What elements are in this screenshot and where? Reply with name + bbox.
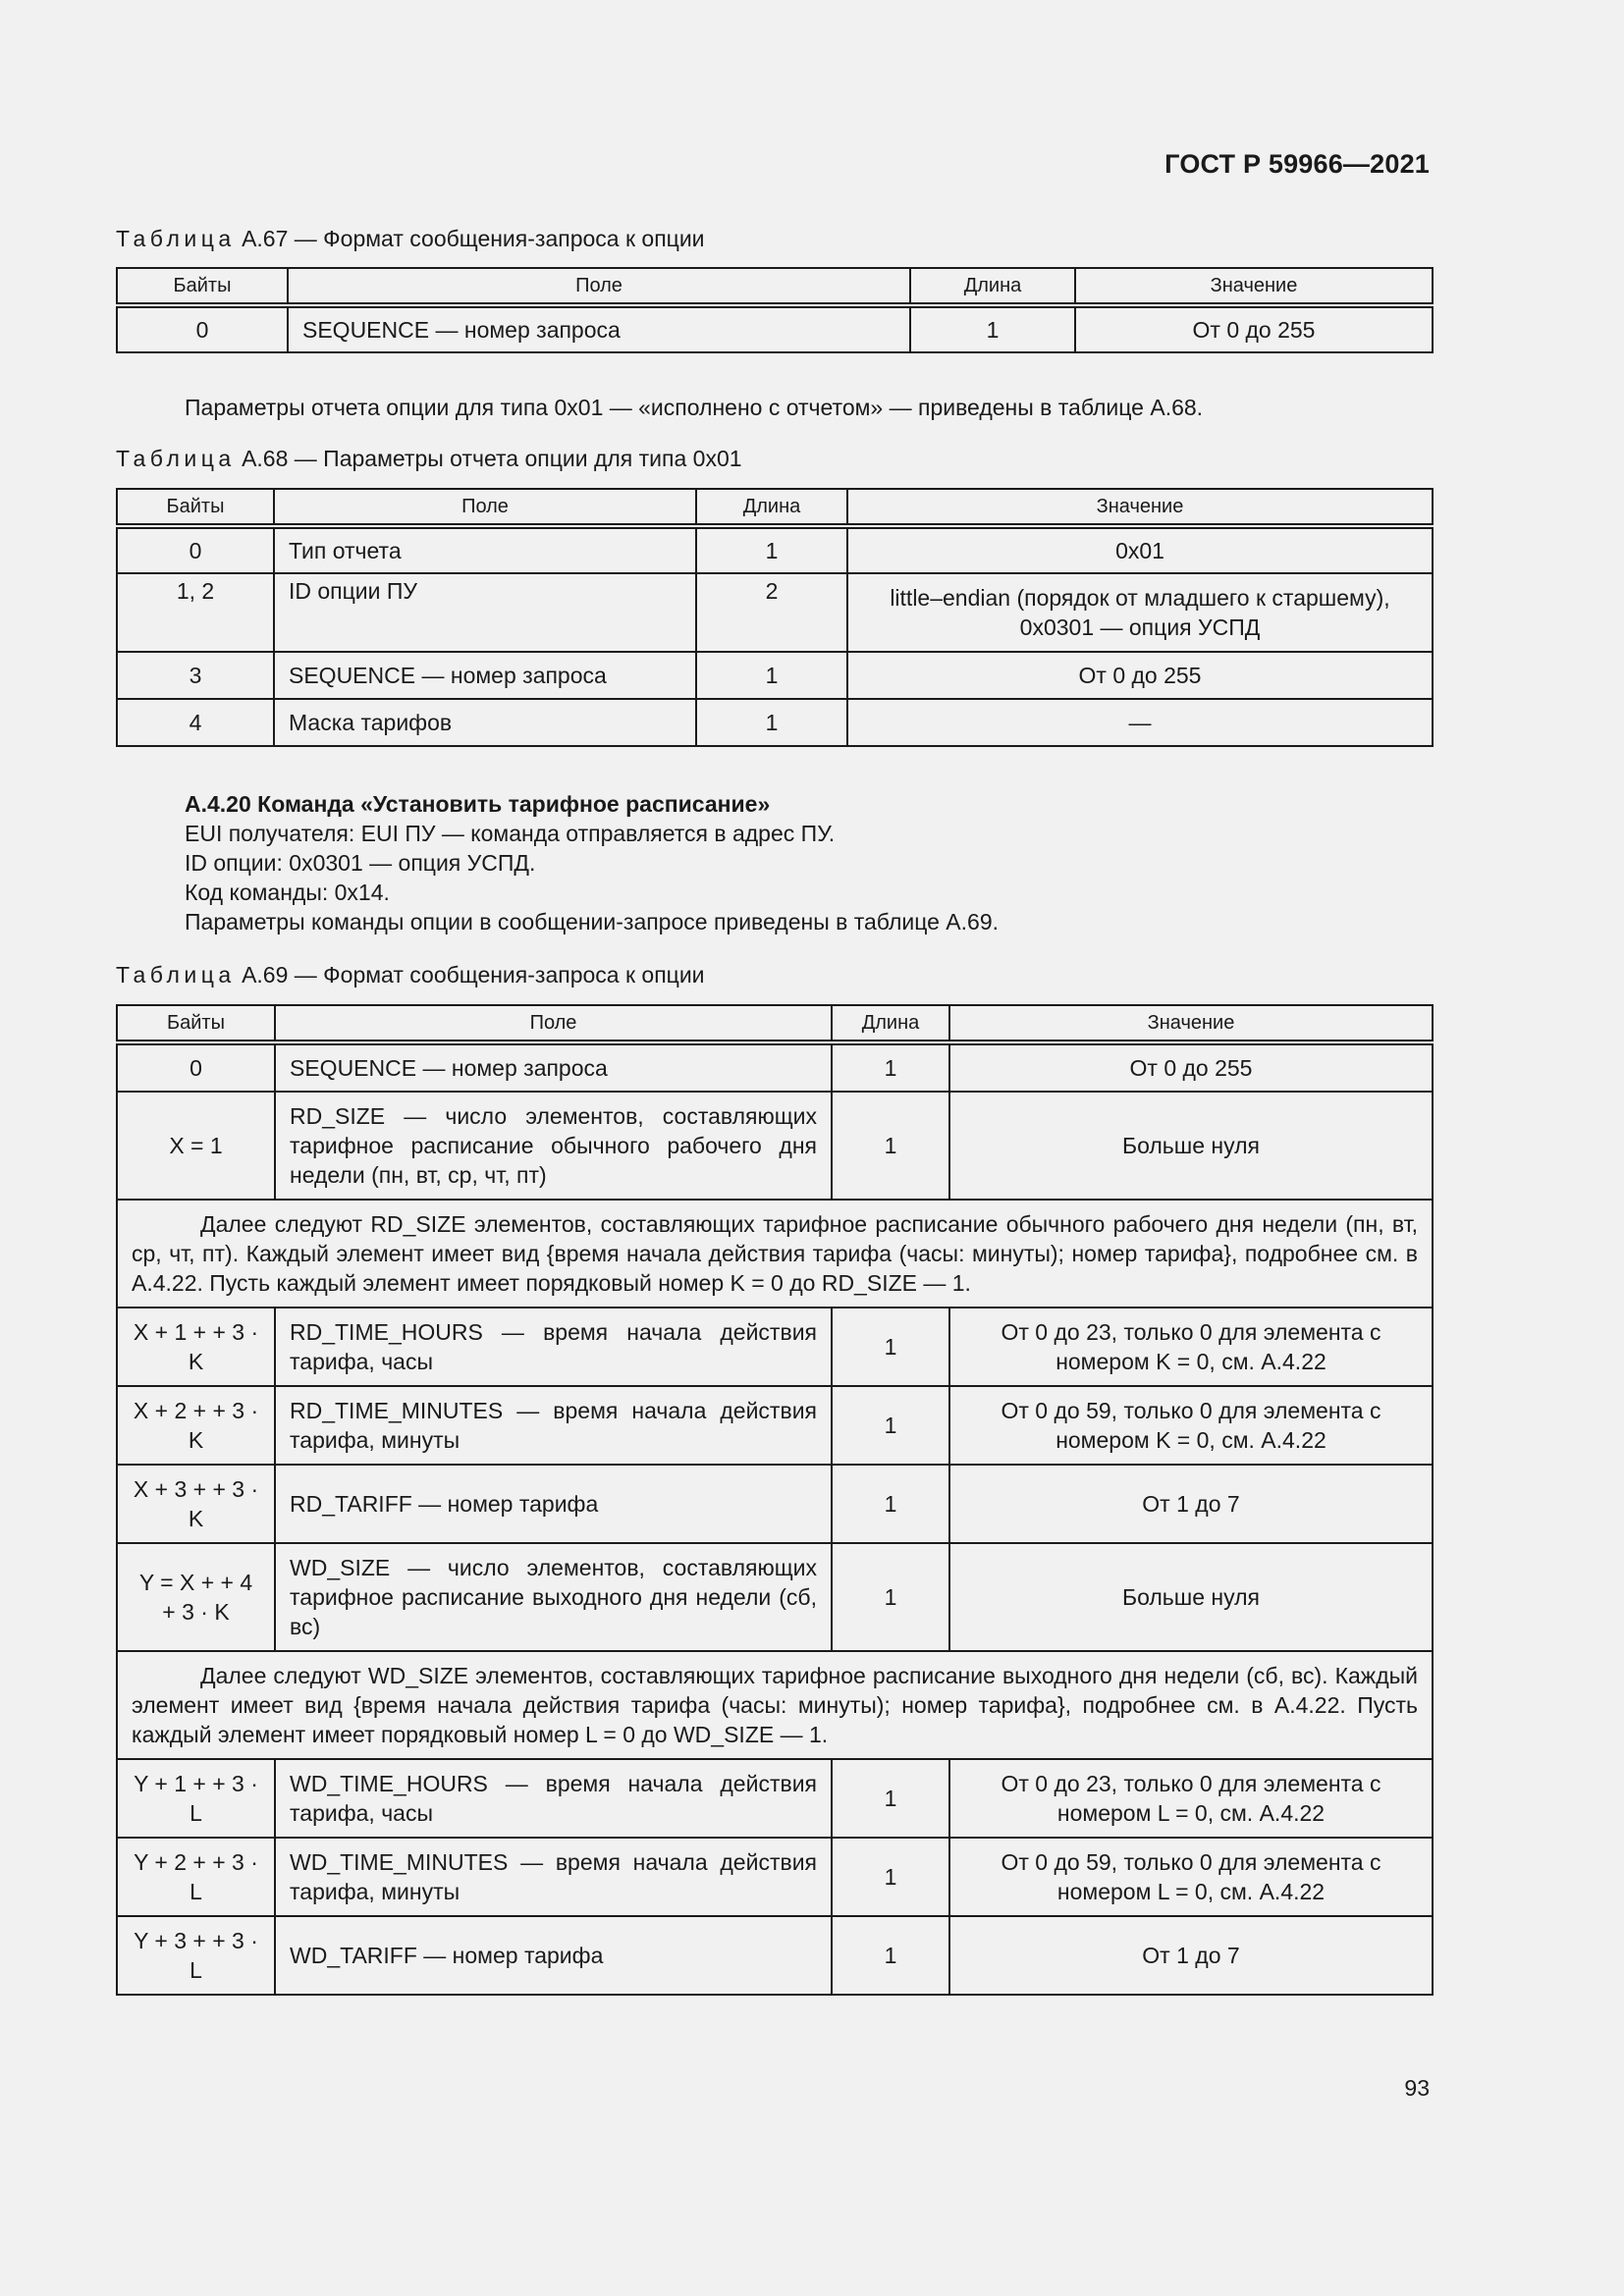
cell-bytes: 0 (117, 305, 288, 352)
col-header-value: Значение (949, 1005, 1433, 1042)
table-row (117, 1042, 1433, 1092)
table-a68-caption (116, 446, 742, 472)
col-header-field: Поле (275, 1005, 832, 1042)
cell-length: 2 (696, 573, 847, 652)
table-a69 (116, 1004, 1434, 1996)
cell-value: От 0 до 255 (847, 652, 1433, 699)
table-row (117, 1092, 1433, 1200)
table-row (117, 1308, 1433, 1386)
cell-value: little–endian (порядок от младшего к старшему), 0x0301 — опция УСПД (847, 573, 1433, 652)
cell-field: WD_TARIFF — номер тарифа (275, 1916, 832, 1995)
cell-length: 1 (910, 305, 1075, 352)
cell-length: 1 (832, 1916, 949, 1995)
table-a68 (116, 488, 1434, 747)
col-header-bytes: Байты (117, 1005, 275, 1042)
cell-bytes: 1, 2 (117, 573, 274, 652)
table-word: Таблица (116, 962, 236, 988)
col-header-field: Поле (288, 268, 910, 305)
cell-value: 0x01 (847, 526, 1433, 573)
table-row (117, 699, 1433, 746)
cell-bytes: 0 (117, 526, 274, 573)
table-row (117, 1386, 1433, 1465)
cell-field: SEQUENCE — номер запроса (275, 1042, 832, 1092)
cell-length: 1 (832, 1543, 949, 1651)
table-header-row (117, 1005, 1433, 1042)
cell-field: WD_TIME_HOURS — время начала действия тарифа, часы (275, 1759, 832, 1838)
cell-length: 1 (832, 1092, 949, 1200)
cell-field: ID опции ПУ (274, 573, 696, 652)
cell-bytes: Y + 3 + + 3 · L (117, 1916, 275, 1995)
cell-value: От 1 до 7 (949, 1916, 1433, 1995)
col-header-length: Длина (696, 489, 847, 526)
col-header-bytes: Байты (117, 268, 288, 305)
paragraph-ref-a68: Параметры отчета опции для типа 0x01 — «исполнено с отчетом» — приведены в таблице А.68. (185, 395, 1204, 420)
cell-value: От 0 до 59, только 0 для элемента с номером K = 0, см. А.4.22 (949, 1386, 1433, 1465)
cell-field: Маска тарифов (274, 699, 696, 746)
cell-bytes: X + 1 + + 3 · K (117, 1308, 275, 1386)
cell-bytes: 4 (117, 699, 274, 746)
page-number: 93 (1404, 2075, 1430, 2101)
note-wd-elements: Далее следуют WD_SIZE элементов, составляющих тарифное расписание выходного дня недели (сб, вс). Каждый элемент имеет вид {время начала действия тарифа (часы: минуты); номер тарифа}, подробнее см. в А.4.22. Пусть каждый элемент имеет порядковый номер L = 0 до WD_SIZE — 1. (117, 1651, 1433, 1759)
col-header-value: Значение (847, 489, 1433, 526)
cell-length: 1 (832, 1308, 949, 1386)
cell-length: 1 (696, 652, 847, 699)
cell-value: От 0 до 255 (949, 1042, 1433, 1092)
table-row (117, 1543, 1433, 1651)
table-caption-text: А.67 — Формат сообщения-запроса к опции (242, 226, 705, 251)
cell-bytes: X + 2 + + 3 · K (117, 1386, 275, 1465)
section-line-option-id: ID опции: 0x0301 — опция УСПД. (185, 850, 536, 876)
table-a69-caption (116, 962, 705, 988)
col-header-length: Длина (832, 1005, 949, 1042)
cell-field: RD_TARIFF — номер тарифа (275, 1465, 832, 1543)
cell-length: 1 (832, 1042, 949, 1092)
table-note-row (117, 1651, 1433, 1759)
table-row (117, 652, 1433, 699)
table-note-row (117, 1200, 1433, 1308)
cell-field: WD_TIME_MINUTES — время начала действия тарифа, минуты (275, 1838, 832, 1916)
section-line-ref-a69: Параметры команды опции в сообщении-запросе приведены в таблице А.69. (185, 909, 1000, 934)
cell-value: От 0 до 23, только 0 для элемента с номером L = 0, см. А.4.22 (949, 1759, 1433, 1838)
cell-value: — (847, 699, 1433, 746)
cell-value: Больше нуля (949, 1543, 1433, 1651)
table-header-row (117, 489, 1433, 526)
table-word: Таблица (116, 226, 236, 251)
cell-bytes: 0 (117, 1042, 275, 1092)
table-row (117, 305, 1433, 352)
cell-value: От 0 до 59, только 0 для элемента с номером L = 0, см. А.4.22 (949, 1838, 1433, 1916)
col-header-value: Значение (1075, 268, 1433, 305)
cell-bytes: Y = X + + 4 + 3 · K (117, 1543, 275, 1651)
table-caption-text: А.68 — Параметры отчета опции для типа 0x01 (242, 446, 742, 471)
col-header-bytes: Байты (117, 489, 274, 526)
table-row (117, 526, 1433, 573)
cell-length: 1 (696, 526, 847, 573)
table-word: Таблица (116, 446, 236, 471)
col-header-length: Длина (910, 268, 1075, 305)
note-rd-elements: Далее следуют RD_SIZE элементов, составляющих тарифное расписание обычного рабочего дня недели (пн, вт, ср, чт, пт). Каждый элемент имеет вид {время начала действия тарифа (часы: минуты); номер тарифа}, подробнее см. в А.4.22. Пусть каждый элемент имеет порядковый номер K = 0 до RD_SIZE — 1. (117, 1200, 1433, 1308)
cell-value: От 0 до 23, только 0 для элемента с номером K = 0, см. А.4.22 (949, 1308, 1433, 1386)
cell-length: 1 (832, 1465, 949, 1543)
table-a67-caption (116, 226, 705, 252)
cell-bytes: Y + 1 + + 3 · L (117, 1759, 275, 1838)
cell-field: SEQUENCE — номер запроса (274, 652, 696, 699)
cell-field: WD_SIZE — число элементов, составляющих тарифное расписание выходного дня недели (сб, вс) (275, 1543, 832, 1651)
cell-length: 1 (832, 1386, 949, 1465)
table-row (117, 1465, 1433, 1543)
cell-bytes: 3 (117, 652, 274, 699)
cell-value: От 1 до 7 (949, 1465, 1433, 1543)
cell-value: Больше нуля (949, 1092, 1433, 1200)
cell-field: Тип отчета (274, 526, 696, 573)
section-line-command-code: Код команды: 0x14. (185, 880, 390, 905)
table-header-row (117, 268, 1433, 305)
cell-field: SEQUENCE — номер запроса (288, 305, 910, 352)
cell-length: 1 (696, 699, 847, 746)
table-row (117, 1759, 1433, 1838)
section-heading: А.4.20 Команда «Установить тарифное расписание» (185, 791, 771, 817)
cell-field: RD_TIME_MINUTES — время начала действия тарифа, минуты (275, 1386, 832, 1465)
cell-length: 1 (832, 1838, 949, 1916)
cell-field: RD_TIME_HOURS — время начала действия тарифа, часы (275, 1308, 832, 1386)
cell-length: 1 (832, 1759, 949, 1838)
cell-bytes: X = 1 (117, 1092, 275, 1200)
cell-field: RD_SIZE — число элементов, составляющих тарифное расписание обычного рабочего дня недели (пн, вт, ср, чт, пт) (275, 1092, 832, 1200)
table-caption-text: А.69 — Формат сообщения-запроса к опции (242, 962, 705, 988)
cell-bytes: X + 3 + + 3 · K (117, 1465, 275, 1543)
table-row (117, 1838, 1433, 1916)
table-row (117, 573, 1433, 652)
col-header-field: Поле (274, 489, 696, 526)
table-row (117, 1916, 1433, 1995)
table-a67 (116, 267, 1434, 353)
cell-value: От 0 до 255 (1075, 305, 1433, 352)
document-code: ГОСТ Р 59966—2021 (1164, 149, 1430, 179)
cell-bytes: Y + 2 + + 3 · L (117, 1838, 275, 1916)
section-line-recipient: EUI получателя: EUI ПУ — команда отправляется в адрес ПУ. (185, 821, 836, 846)
